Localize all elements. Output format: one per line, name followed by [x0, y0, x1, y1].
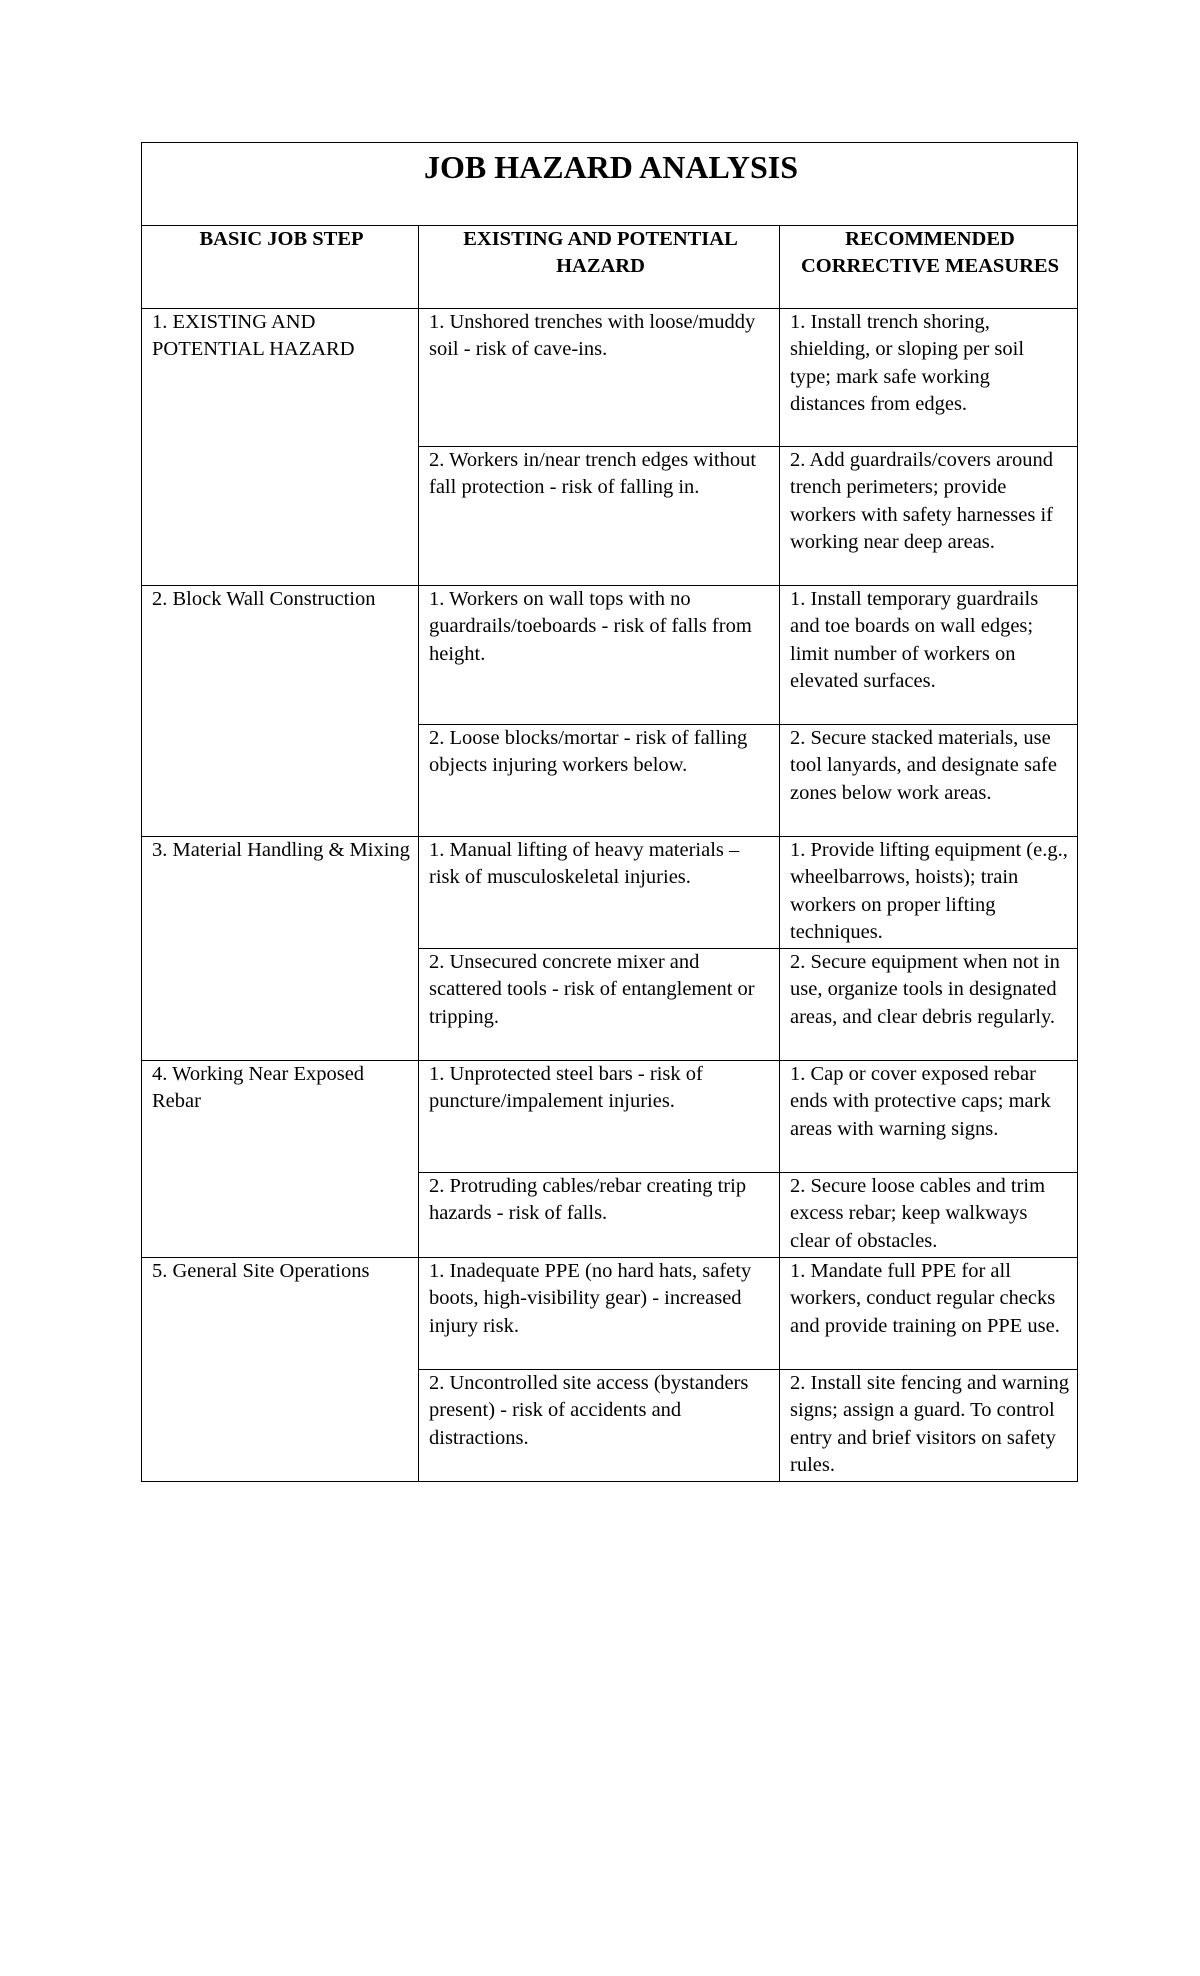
header-basic-job-step: BASIC JOB STEP	[142, 226, 419, 309]
hazard-cell: 2. Uncontrolled site access (bystanders present) - risk of accidents and distractions.	[419, 1370, 780, 1482]
hazard-cell: 1. Unshored trenches with loose/muddy soil - risk of cave-ins.	[419, 309, 780, 447]
job-step-cell: 2. Block Wall Construction	[142, 586, 419, 837]
hazard-cell: 2. Unsecured concrete mixer and scattered tools - risk of entanglement or tripping.	[419, 949, 780, 1061]
measure-cell: 1. Install temporary guardrails and toe boards on wall edges; limit number of workers on elevated surfaces.	[780, 586, 1078, 725]
hazard-cell: 2. Protruding cables/rebar creating trip hazards - risk of falls.	[419, 1173, 780, 1258]
title-row	[142, 143, 1078, 226]
measure-cell: 2. Add guardrails/covers around trench perimeters; provide workers with safety harnesses if working near deep areas.	[780, 447, 1078, 586]
table-row	[142, 1061, 1078, 1173]
measure-cell: 2. Secure equipment when not in use, organize tools in designated areas, and clear debris regularly.	[780, 949, 1078, 1061]
table-row	[142, 1258, 1078, 1370]
measure-cell: 1. Mandate full PPE for all workers, conduct regular checks and provide training on PPE use.	[780, 1258, 1078, 1370]
measure-cell: 1. Cap or cover exposed rebar ends with protective caps; mark areas with warning signs.	[780, 1061, 1078, 1173]
measure-cell: 2. Secure loose cables and trim excess rebar; keep walkways clear of obstacles.	[780, 1173, 1078, 1258]
hazard-cell: 1. Inadequate PPE (no hard hats, safety boots, high-visibility gear) - increased injury risk.	[419, 1258, 780, 1370]
job-step-cell: 3. Material Handling & Mixing	[142, 837, 419, 1061]
document-title: JOB HAZARD ANALYSIS	[142, 143, 1078, 226]
measure-cell: 2. Secure stacked materials, use tool lanyards, and designate safe zones below work areas.	[780, 725, 1078, 837]
hazard-cell: 2. Workers in/near trench edges without fall protection - risk of falling in.	[419, 447, 780, 586]
header-row	[142, 226, 1078, 309]
hazard-cell: 1. Workers on wall tops with no guardrails/toeboards - risk of falls from height.	[419, 586, 780, 725]
table-row	[142, 586, 1078, 725]
measure-cell: 2. Install site fencing and warning signs; assign a guard. To control entry and brief visitors on safety rules.	[780, 1370, 1078, 1482]
job-step-cell: 5. General Site Operations	[142, 1258, 419, 1482]
header-existing-potential-hazard: EXISTING AND POTENTIAL HAZARD	[419, 226, 780, 309]
hazard-cell: 2. Loose blocks/mortar - risk of falling objects injuring workers below.	[419, 725, 780, 837]
job-step-cell: 1. EXISTING AND POTENTIAL HAZARD	[142, 309, 419, 586]
header-recommended-corrective-measures: RECOMMENDED CORRECTIVE MEASURES	[780, 226, 1078, 309]
hazard-cell: 1. Unprotected steel bars - risk of puncture/impalement injuries.	[419, 1061, 780, 1173]
job-hazard-analysis-table	[141, 142, 1078, 1482]
table-row	[142, 309, 1078, 447]
table-row	[142, 837, 1078, 949]
job-step-cell: 4. Working Near Exposed Rebar	[142, 1061, 419, 1258]
hazard-cell: 1. Manual lifting of heavy materials – risk of musculoskeletal injuries.	[419, 837, 780, 949]
measure-cell: 1. Install trench shoring, shielding, or sloping per soil type; mark safe working distances from edges.	[780, 309, 1078, 447]
measure-cell: 1. Provide lifting equipment (e.g., wheelbarrows, hoists); train workers on proper lifting techniques.	[780, 837, 1078, 949]
